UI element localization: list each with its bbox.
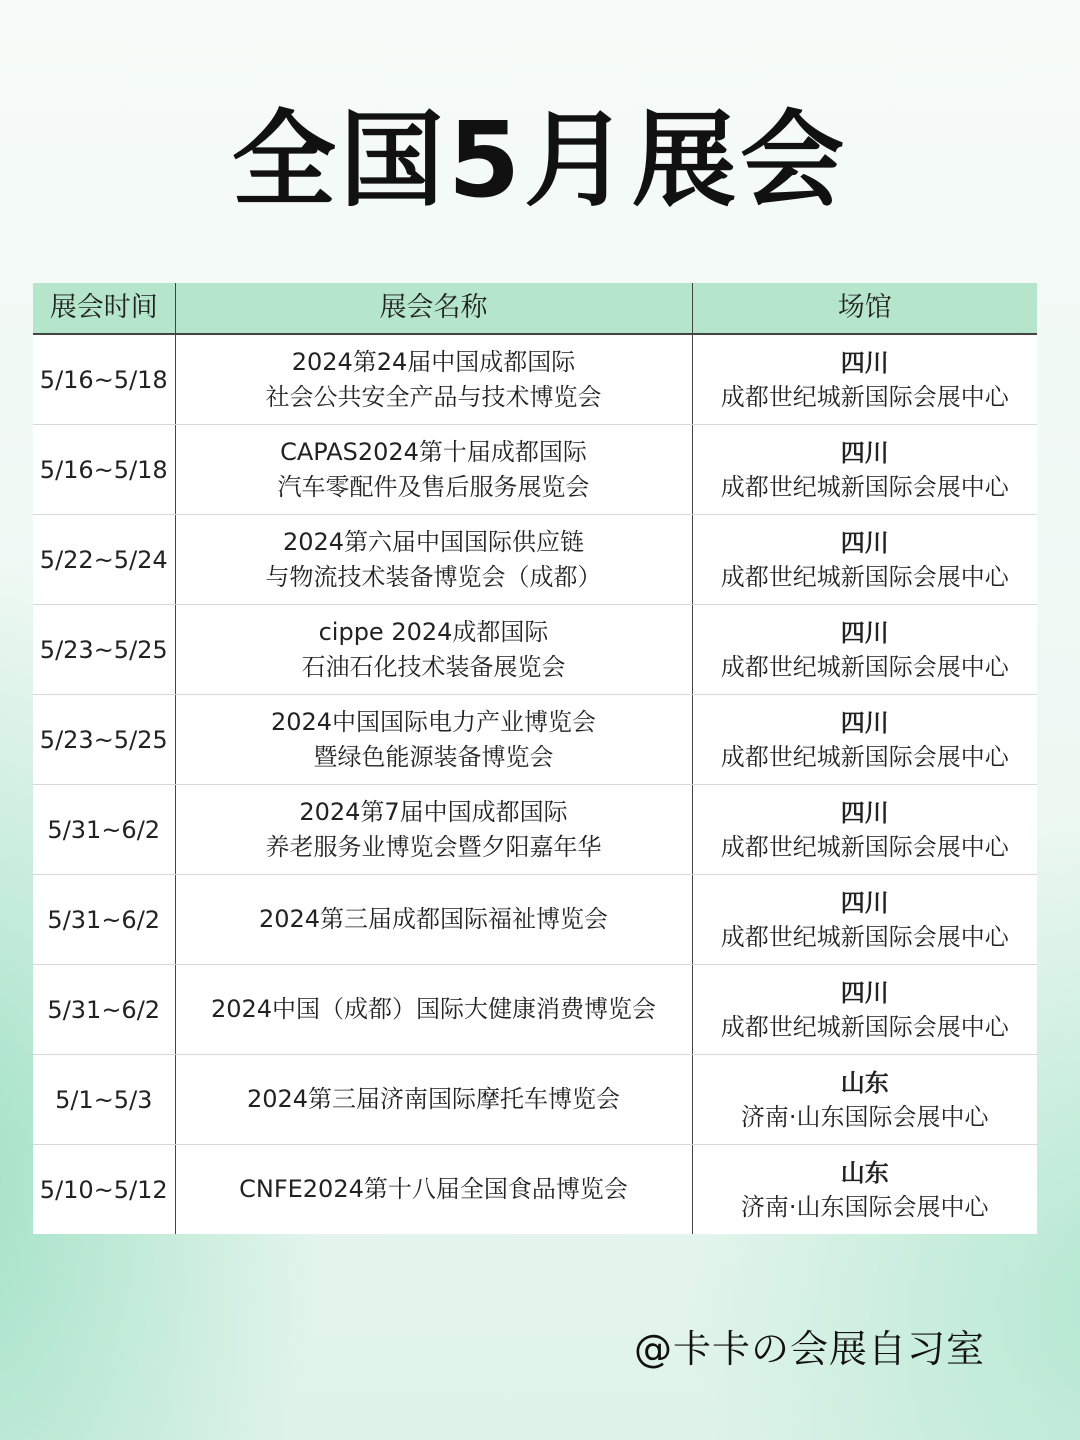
exhibition-venue xyxy=(692,695,1037,785)
exhibition-name xyxy=(175,965,692,1055)
table-row xyxy=(33,425,1037,515)
exhibition-venue xyxy=(692,605,1037,695)
table-row xyxy=(33,965,1037,1055)
exhibition-name-line: 2024第7届中国成都国际 xyxy=(299,797,568,826)
exhibition-venue xyxy=(692,1055,1037,1145)
header-name: 展会名称 xyxy=(175,283,692,334)
exhibition-name-line: 社会公共安全产品与技术博览会 xyxy=(265,382,602,411)
exhibition-venue xyxy=(692,785,1037,875)
exhibition-date: 5/31~6/2 xyxy=(33,875,175,965)
exhibition-name-line: 2024中国（成都）国际大健康消费博览会 xyxy=(210,995,657,1023)
venue-hall: 济南·山东国际会展中心 xyxy=(740,1192,989,1221)
venue-hall: 成都世纪城新国际会展中心 xyxy=(720,562,1009,591)
venue-region: 四川 xyxy=(840,798,889,827)
venue-region: 四川 xyxy=(840,348,889,377)
exhibition-date: 5/23~5/25 xyxy=(33,695,175,785)
exhibition-name-line: 石油石化技术装备展览会 xyxy=(301,652,566,681)
exhibition-venue xyxy=(692,425,1037,515)
exhibition-name-line: CNFE2024第十八届全国食品博览会 xyxy=(239,1175,628,1203)
exhibition-venue xyxy=(692,965,1037,1055)
venue-region: 四川 xyxy=(840,438,889,467)
exhibition-name-line: 2024中国国际电力产业博览会 xyxy=(270,707,597,736)
exhibition-name-line: 与物流技术装备博览会（成都） xyxy=(265,562,602,591)
exhibition-date: 5/10~5/12 xyxy=(33,1145,175,1235)
table-row xyxy=(33,695,1037,785)
table-row xyxy=(33,605,1037,695)
venue-region: 四川 xyxy=(840,618,889,647)
venue-region: 四川 xyxy=(840,708,889,737)
exhibition-name xyxy=(175,1145,692,1235)
exhibition-name-line: 2024第24届中国成都国际 xyxy=(291,347,576,376)
exhibition-date: 5/1~5/3 xyxy=(33,1055,175,1145)
venue-hall: 成都世纪城新国际会展中心 xyxy=(720,652,1009,681)
venue-hall: 成都世纪城新国际会展中心 xyxy=(720,1012,1009,1041)
exhibition-name-line: 养老服务业博览会暨夕阳嘉年华 xyxy=(265,832,602,861)
exhibition-name-line: cippe 2024成都国际 xyxy=(318,617,549,646)
exhibition-name-line: 2024第三届济南国际摩托车博览会 xyxy=(246,1085,621,1113)
exhibition-date: 5/23~5/25 xyxy=(33,605,175,695)
exhibition-name xyxy=(175,695,692,785)
exhibition-name xyxy=(175,1055,692,1145)
exhibition-date: 5/16~5/18 xyxy=(33,425,175,515)
exhibition-date: 5/16~5/18 xyxy=(33,334,175,425)
exhibition-date: 5/31~6/2 xyxy=(33,785,175,875)
venue-hall: 成都世纪城新国际会展中心 xyxy=(720,382,1009,411)
venue-region: 四川 xyxy=(840,888,889,917)
header-venue: 场馆 xyxy=(692,283,1037,334)
exhibition-venue xyxy=(692,875,1037,965)
exhibition-table xyxy=(33,283,1037,1234)
page-title: 全国5月展会 xyxy=(231,99,849,221)
exhibition-venue xyxy=(692,334,1037,425)
venue-hall: 成都世纪城新国际会展中心 xyxy=(720,832,1009,861)
exhibition-name xyxy=(175,875,692,965)
venue-region: 山东 xyxy=(840,1158,889,1187)
exhibition-name xyxy=(175,515,692,605)
table-row xyxy=(33,875,1037,965)
table-row xyxy=(33,785,1037,875)
venue-hall: 济南·山东国际会展中心 xyxy=(740,1102,989,1131)
venue-hall: 成都世纪城新国际会展中心 xyxy=(720,922,1009,951)
exhibition-name xyxy=(175,785,692,875)
exhibition-venue xyxy=(692,1145,1037,1235)
table-body xyxy=(33,334,1037,1234)
exhibition-name xyxy=(175,425,692,515)
table-header-row xyxy=(33,283,1037,334)
exhibition-date: 5/22~5/24 xyxy=(33,515,175,605)
exhibition-name-line: 2024第六届中国国际供应链 xyxy=(282,527,585,556)
venue-hall: 成都世纪城新国际会展中心 xyxy=(720,742,1009,771)
exhibition-name-line: 汽车零配件及售后服务展览会 xyxy=(277,472,590,501)
header-date: 展会时间 xyxy=(33,283,175,334)
venue-region: 四川 xyxy=(840,528,889,557)
exhibition-name-line: 2024第三届成都国际福祉博览会 xyxy=(258,905,609,933)
exhibition-venue xyxy=(692,515,1037,605)
venue-region: 四川 xyxy=(840,978,889,1007)
exhibition-name-line: CAPAS2024第十届成都国际 xyxy=(280,437,587,466)
author-signature: @卡卡の会展自习室 xyxy=(633,1327,985,1371)
table-row xyxy=(33,334,1037,425)
exhibition-name xyxy=(175,605,692,695)
venue-region: 山东 xyxy=(840,1068,889,1097)
table-row xyxy=(33,1055,1037,1145)
exhibition-date: 5/31~6/2 xyxy=(33,965,175,1055)
exhibition-name xyxy=(175,334,692,425)
exhibition-name-line: 暨绿色能源装备博览会 xyxy=(313,742,554,771)
table-row xyxy=(33,1145,1037,1235)
venue-hall: 成都世纪城新国际会展中心 xyxy=(720,472,1009,501)
table-row xyxy=(33,515,1037,605)
